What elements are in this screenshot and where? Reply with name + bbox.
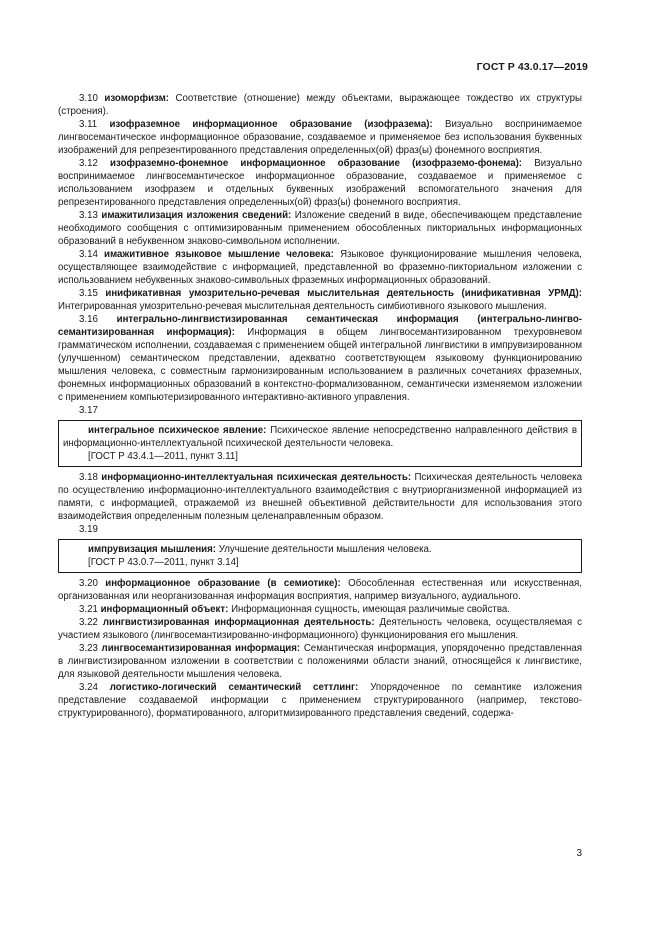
section-3-11: 3.11 изофраземное информационное образование (изофразема): Визуально воспринимаемое лингвосемантическое информационное образование, создаваемое и применяемое без использования буквенных изображений для репрезентированного представления определенных(ой) фраз(ы) фонемного восприятия. <box>58 119 582 156</box>
term: импрувизация мышления: <box>88 544 217 555</box>
definition: Упорядоченное по семантике изложения представление создаваемой информации с применением структурированного (например, текстовоструктурированного), форматированного, алгоритмизированного представления сведений, содержа- <box>58 682 582 719</box>
term: инификативная умозрительно-речевая мыслительная деятельность (инификативная УРМД): <box>105 288 582 299</box>
section-3-14: 3.14 имажитивное языковое мышление человека: Языковое функционирование мышления человека, осуществляющее взаимодействие с информацией, представленной во фраземно-пикториальном изложении с использованием небуквенных знаково-символьных фраземных информационных образований. <box>58 249 582 286</box>
document-body <box>58 92 582 720</box>
term: лингвосемантизированная информация: <box>101 643 301 654</box>
quoted-definition-box <box>58 539 582 573</box>
term: имажитилизация изложения сведений: <box>101 210 292 221</box>
section-3-23: 3.23 лингвосемантизированная информация: Семантическая информация, упорядоченно представленная в лингвистизированном изложении в соответствии с положениями области знаний, относящейся к лингвистике, для языковой деятельности мышления человека. <box>58 643 582 680</box>
section-3-21: 3.21 информационный объект: Информационная сущность, имеющая различимые свойства. <box>79 604 510 615</box>
section-3-10: 3.10 изоморфизм: Соответствие (отношение) между объектами, выражающее тождество их структуры (строения). <box>58 93 582 117</box>
section-3-15: 3.15 инификативная умозрительно-речевая мыслительная деятельность (инификативная УРМД): Интегрированная умозрительно-речевая мыслительная деятельность симбиотивного языкового мышления. <box>58 288 582 312</box>
section-3-18: 3.18 информационно-интеллектуальная психическая деятельность: Психическая деятельность человека по осуществлению информационно-интеллектуального взаимодействия с внутриорганизменной информацией из памяти, с информацией, отражаемой из внешней объективной действительности для использования этого взаимодействия определенным полезным целенаправленным образом. <box>58 472 582 522</box>
document-code: ГОСТ Р 43.0.17—2019 <box>476 61 588 73</box>
term: логистико-логический семантический сеттлинг: <box>109 682 359 693</box>
term: изоморфизм: <box>104 93 169 104</box>
definition: Интегрированная умозрительно-речевая мыслительная деятельность симбиотивного языкового мышления. <box>58 301 547 312</box>
section-3-17-number: 3.17 <box>79 405 98 416</box>
term: информационное образование (в семиотике): <box>105 578 341 589</box>
section-3-12: 3.12 изофраземно-фонемное информационное образование (изофраземо-фонема): Визуально воспринимаемое лингвосемантическое информационное образование, создаваемое и применяемое с использованием изофразем и отдельных буквенных изображений вспомогательного значения для репрезентированного представления определенных(ой) фраз(ы) фонемного восприятия. <box>58 158 582 208</box>
page-number: 3 <box>576 848 582 859</box>
definition: Соответствие (отношение) между объектами, выражающее тождество их структуры (строения). <box>58 93 582 117</box>
definition: Улучшение деятельности мышления человека. <box>218 544 432 555</box>
term: лингвистизированная информационная деятельность: <box>102 617 375 628</box>
section-3-22: 3.22 лингвистизированная информационная деятельность: Деятельность человека, осуществляемая с участием языкового (лингвосемантизированно-информационного) функционирования его мышления. <box>58 617 582 641</box>
definition: Визуально воспринимаемое лингвосемантическое информационное образование, создаваемое и применяемое без использования буквенных изображений для репрезентированного представления определенных(ой) фраз(ы) фонемного восприятия. <box>58 119 582 156</box>
section-3-13: 3.13 имажитилизация изложения сведений: Изложение сведений в виде, обеспечивающем представление необходимого сообщения с оптимизированным применением обособленных пикториальных информационных образований в небуквенном знаково-символьном исполнении. <box>58 210 582 247</box>
section-3-19-number: 3.19 <box>79 524 98 535</box>
section-3-16: 3.16 интегрально-лингвистизированная семантическая информация (интегрально-лингвосемантизированная информация): Информация в общем лингвосемантизированном трехуровневом грамматическом исполнении, создаваемая с применением общей интегральной лингвистики в импрувизированном (улучшенном) семантическом представлении, адекватно соответствующем языковому функционированию мышления человека, с совместным гармонизированным использованием в различных сочетаниях фраземных, фонемных информационных образований в контекстно-формализованном, семантически изменяемом изложении с применением компьютеризированного интерактивно-активного управления. <box>58 314 583 403</box>
section-3-24: 3.24 логистико-логический семантический сеттлинг: Упорядоченное по семантике изложения представление создаваемой информации с применением структурированного (например, текстовоструктурированного), форматированного, алгоритмизированного представления сведений, содержа- <box>58 682 582 719</box>
term: интегральное психическое явление: <box>88 425 267 436</box>
source-reference: [ГОСТ Р 43.4.1—2011, пункт 3.11] <box>88 451 238 462</box>
term: информационно-интеллектуальная психическая деятельность: <box>101 472 412 483</box>
definition: Психическая деятельность человека по осуществлению информационно-интеллектуального взаимодействия с внутриорганизменной информацией из памяти, с информацией, отражаемой из внешней объективной действительности для использования этого взаимодействия определенным полезным целенаправленным образом. <box>58 472 582 522</box>
definition: Обособленная естественная или искусственная, организованная или неорганизованная информация восприятия, например визуального, аудиального. <box>58 578 582 602</box>
definition: Деятельность человека, осуществляемая с участием языкового (лингвосемантизированно-информационного) функционирования его мышления. <box>58 617 582 641</box>
source-reference: [ГОСТ Р 43.0.7—2011, пункт 3.14] <box>88 557 239 568</box>
term: имажитивное языковое мышление человека: <box>104 249 334 260</box>
definition: Изложение сведений в виде, обеспечивающем представление необходимого сообщения с оптимизированным применением обособленных пикториальных информационных образований в небуквенном знаково-символьном исполнении. <box>58 210 582 247</box>
term: изофраземное информационное образование (изофразема): <box>109 119 433 130</box>
quoted-definition-box <box>58 420 582 467</box>
term: информационный объект: <box>100 604 229 615</box>
term: интегрально-лингвистизированная семантическая информация (интегрально-лингвосемантизированная информация): <box>58 314 582 338</box>
term: изофраземно-фонемное информационное образование (изофраземо-фонема): <box>110 158 523 169</box>
definition: Информационная сущность, имеющая различимые свойства. <box>231 604 510 615</box>
definition: Информация в общем лингвосемантизированном трехуровневом грамматическом исполнении, создаваемая с применением общей интегральной лингвистики в импрувизированном (улучшенном) семантическом представлении, адекватно соответствующем языковому функционированию мышления человека, с совместным гармонизированным использованием в различных сочетаниях фраземных, фонемных информационных образований в контекстно-формализованном, семантически изменяемом изложении с применением компьютеризированного интерактивно-активного управления. <box>58 327 583 403</box>
section-3-17 <box>63 424 577 450</box>
definition: Семантическая информация, упорядоченно представленная в лингвистизированном изложении в соответствии с положениями области знаний, относящейся к лингвистике, для языковой деятельности мышления человека. <box>58 643 582 680</box>
definition: Визуально воспринимаемое лингвосемантическое информационное образование, создаваемое и применяемое с использованием изофразем и отдельных буквенных изображений вспомогательного значения для репрезентированного представления определенных(ой) фраз(ы) фонемного восприятия. <box>58 158 582 208</box>
section-3-20: 3.20 информационное образование (в семиотике): Обособленная естественная или искусственная, организованная или неорганизованная информация восприятия, например визуального, аудиального. <box>58 578 582 602</box>
definition: Психическое явление непосредственно направленного действия в информационно-интеллектуальной психической деятельности человека. <box>63 425 578 449</box>
definition: Языковое функционирование мышления человека, осуществляющее взаимодействие с информацией, представленной во фраземно-пикториальном изложении с использованием небуквенных знаково-символьных фраземных информационных образований. <box>58 249 582 286</box>
section-3-19 <box>63 543 577 556</box>
